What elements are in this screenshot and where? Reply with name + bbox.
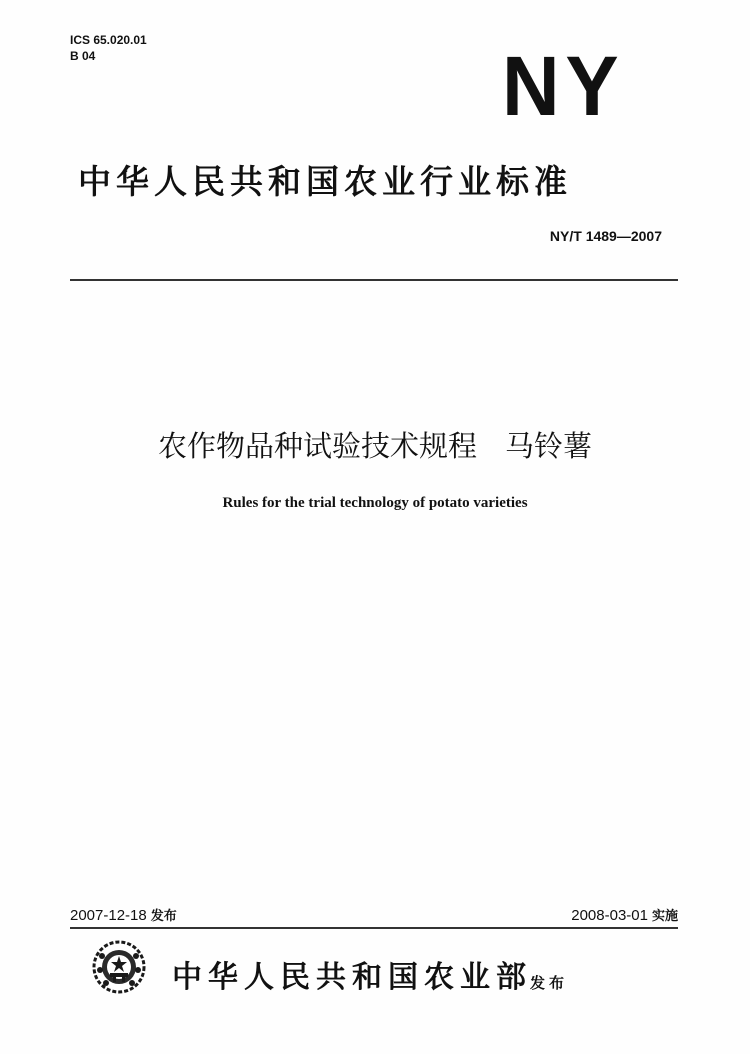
standard-type-title: 中华人民共和国农业行业标准 (78, 162, 572, 201)
implement-label: 实施 (651, 909, 678, 924)
issue-label: 发布 (150, 909, 177, 924)
ics-code: ICS 65.020.01 (70, 33, 147, 47)
issuing-authority: 中华人民共和国农业部 (172, 960, 532, 995)
top-divider (70, 279, 678, 281)
bottom-divider (70, 927, 678, 929)
issue-date: 2007-12-18 (70, 907, 147, 924)
title-cn-part1: 农作物品种试验技术规程 (157, 429, 477, 463)
implement-date: 2008-03-01 (571, 907, 648, 924)
issuer-action-label: 发布 (530, 974, 569, 992)
issue-date-block (70, 905, 177, 924)
national-emblem-icon (92, 940, 146, 994)
title-cn-part2: 马铃薯 (505, 429, 593, 463)
classification-codes (70, 32, 147, 64)
implement-date-block (571, 905, 678, 924)
document-title-cn (0, 424, 750, 465)
standard-number: NY/T 1489—2007 (549, 228, 662, 244)
ccs-code: B 04 (70, 49, 96, 63)
document-title-en: Rules for the trial technology of potato varieties (222, 495, 528, 511)
standard-mark: NY (502, 39, 625, 133)
